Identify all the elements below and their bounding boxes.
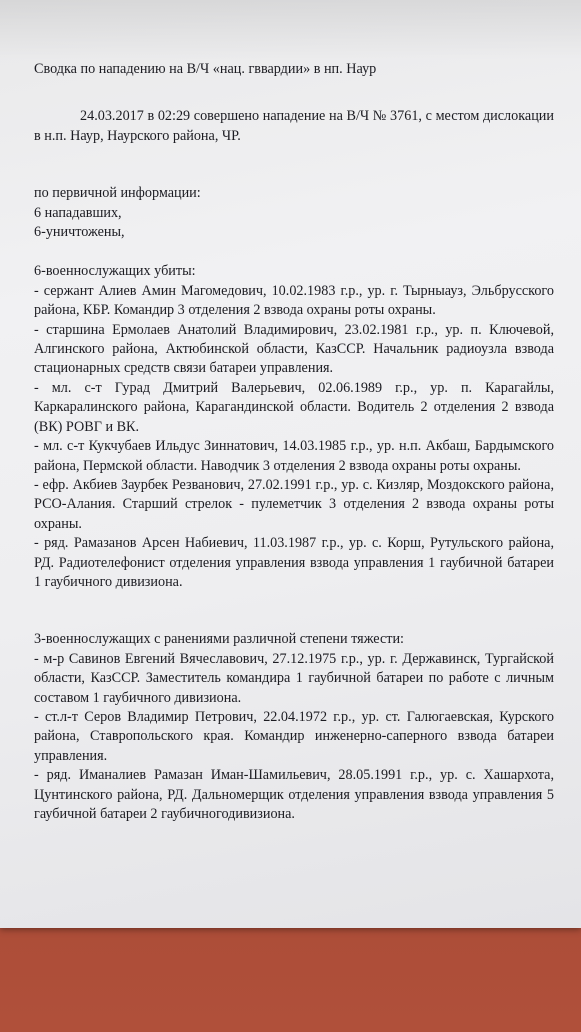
document-body [34,60,554,824]
attackers-destroyed: 6-уничтожены, [34,224,125,241]
paper-shadow [0,0,581,60]
killed-entry: - сержант Алиев Амин Магомедович, 10.02.1983 г.р., ур. г. Тырныауз, Эльбрусского района, КБР. Командир 3 отделения 2 взвода охраны роты охраны. [34,282,554,319]
intro-paragraph: 24.03.2017 в 02:29 совершено нападение на В/Ч № 3761, с местом дислокации в н.п. Наур, Наурского района, ЧР. [34,108,554,144]
wounded-entry: - ряд. Иманалиев Рамазан Иман-Шамильевич, 28.05.1991 г.р., ур. с. Хашархота, Цунтинского района, РД. Дальномерщик отделения управления взвода управления 5 гаубичной батареи 2 гаубичногодивизиона. [34,767,554,822]
killed-entry: - ефр. Акбиев Заурбек Резванович, 27.02.1991 г.р., ур. с. Кизляр, Моздокского района, РСО-Алания. Старший стрелок - пулеметчик 3 отделения 2 взвода охраны роты охраны. [34,476,554,532]
wounded-entry: - м-р Савинов Евгений Вячеславович, 27.12.1975 г.р., ур. г. Державинск, Тургайской области, КазССР. Заместитель командира 1 гаубичной батареи по работе с личным составом 1 гаубичного дивизиона. [34,650,554,706]
document-title: Сводка по нападению на В/Ч «нац. гввардии» в нп. Наур [34,61,377,77]
killed-entry: - ряд. Рамазанов Арсен Набиевич, 11.03.1987 г.р., ур. с. Корш, Рутульского района, РД. Радиотелефонист отделения управления взвода управления 1 гаубичной батареи 1 гаубичного дивизиона. [34,535,554,590]
killed-entry: - мл. с-т Кукчубаев Ильдус Зиннатович, 14.03.1985 г.р., ур. н.п. Акбаш, Бардымского района, Пермской области. Наводчик 3 отделения 2 взвода охраны роты охраны. [34,438,554,474]
killed-header: 6-военнослужащих убиты: [34,263,196,280]
attackers-count: 6 нападавших, [34,204,122,221]
wounded-entry: - ст.л-т Серов Владимир Петрович, 22.04.1972 г.р., ур. ст. Галюгаевская, Курского района, Ставропольского края. Командир инженерно-саперного взвода батареи управления. [34,708,554,764]
wounded-header: 3-военнослужащих с ранениями различной степени тяжести: [34,631,404,648]
killed-entry: - мл. с-т Гурад Дмитрий Валерьевич, 02.06.1989 г.р., ур. п. Карагайлы, Каркаралинского района, Карагандинской области. Водитель 2 отделения 2 взвода (ВК) РОВГ и ВК. [34,379,554,435]
primary-info-header: по первичной информации: [34,185,201,202]
killed-entry: - старшина Ермолаев Анатолий Владимирович, 23.02.1981 г.р., ур. п. Ключевой, Алгинского района, Актюбинской области, КазССР. Начальник радиоузла взвода стационарных средств связи батареи управления. [34,321,554,377]
